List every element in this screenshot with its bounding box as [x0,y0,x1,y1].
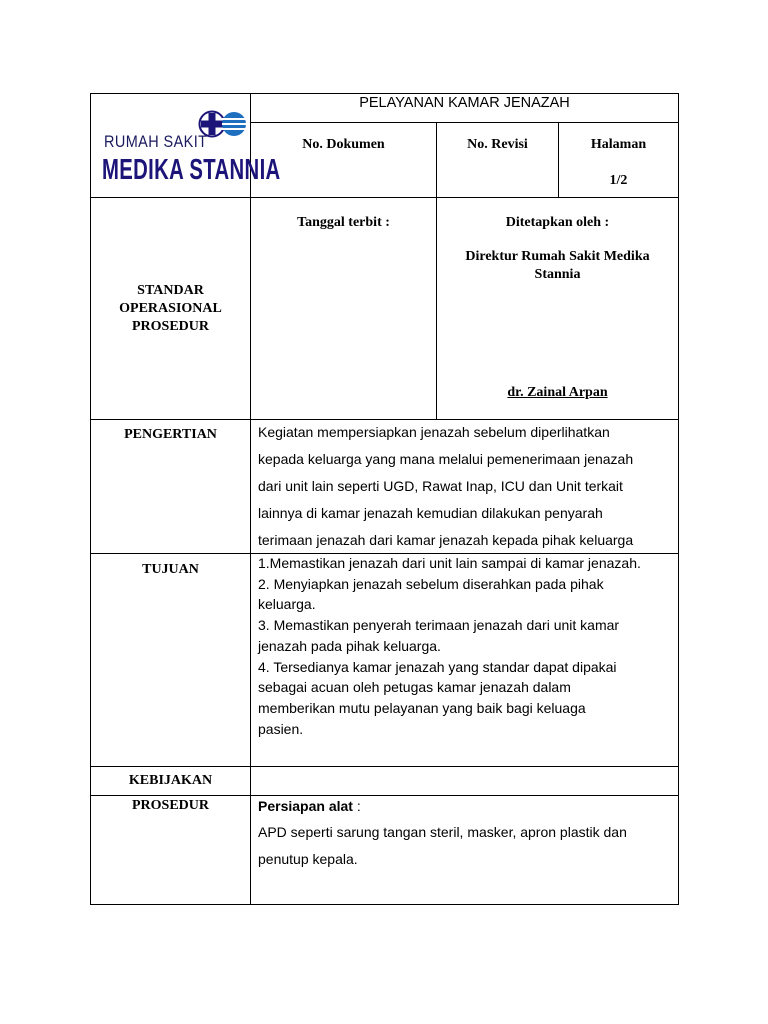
medical-cross-icon [198,104,248,144]
table-row-divider [90,795,679,796]
text-line: 1.Memastikan jenazah dari unit lain sampai di kamar jenazah. [258,555,641,571]
approver-title: Direktur Rumah Sakit Medika Stannia [465,249,650,282]
table-border-bottom [90,904,679,905]
prosedur-heading-text: Persiapan alat [258,798,353,814]
page-value: 1/2 [609,173,628,188]
table-row-divider [90,766,679,767]
sop-label: STANDAR OPERASIONAL PROSEDUR [119,283,222,334]
text-line: penutup kepala. [258,851,358,867]
logo-text-name: MEDIKA STANNIA [102,154,281,186]
text-line: 3. Memastikan penyerah terimaan jenazah dari unit kamar [258,617,620,634]
text-line: lainnya di kamar jenazah kemudian dilakukan penyarah [258,505,603,521]
text-line: Kegiatan mempersiapkan jenazah sebelum diperlihatkan [258,424,610,440]
pengertian-label: PENGERTIAN [124,427,217,442]
text-line: kepada keluarga yang mana melalui pemenerimaan jenazah [258,451,634,467]
document-title: PELAYANAN KAMAR JENAZAH [359,95,570,111]
text-line: jenazah pada pihak keluarga. [258,637,441,654]
logo-text-hospital: RUMAH SAKIT [104,132,208,151]
doc-number-label: No. Dokumen [302,137,385,152]
approver-name-text: dr. Zainal Arpan [507,385,608,400]
text-line: terimaan jenazah dari kamar jenazah kepada pihak keluarga [258,532,634,548]
approver-name [437,385,678,401]
page-label: Halaman [590,137,647,152]
table-row-divider [250,122,679,123]
prosedur-label: PROSEDUR [131,798,209,813]
table-border-top [90,93,679,94]
text-line: pasien. [258,720,304,737]
revision-number-label: No. Revisi [467,137,528,152]
prosedur-heading-colon: : [352,798,361,814]
text-line: 2. Menyiapkan jenazah sebelum diserahkan pada pihak [258,575,604,592]
text-line: memberikan mutu pelayanan yang baik bagi keluaga [258,699,586,716]
issue-date-label: Tanggal terbit : [297,215,390,230]
text-line: 4. Tersedianya kamar jenazah yang standar dapat dipakai [258,658,617,675]
pengertian-text [258,419,676,554]
prosedur-text [258,819,676,873]
text-line: APD seperti sarung tangan steril, masker, apron plastik dan [258,824,627,840]
approved-by-label: Ditetapkan oleh : [505,215,610,230]
table-row-divider [90,197,679,198]
kebijakan-label: KEBIJAKAN [128,773,213,788]
prosedur-heading [258,798,676,814]
text-line: dari unit lain seperti UGD, Rawat Inap, ICU dan Unit terkait [258,478,623,494]
text-line: keluarga. [258,596,316,613]
hospital-logo [100,98,281,194]
text-line: sebagai acuan oleh petugas kamar jenazah dalam [258,679,571,696]
table-border-right [678,93,679,905]
tujuan-label: TUJUAN [142,562,199,577]
tujuan-text [258,553,676,739]
